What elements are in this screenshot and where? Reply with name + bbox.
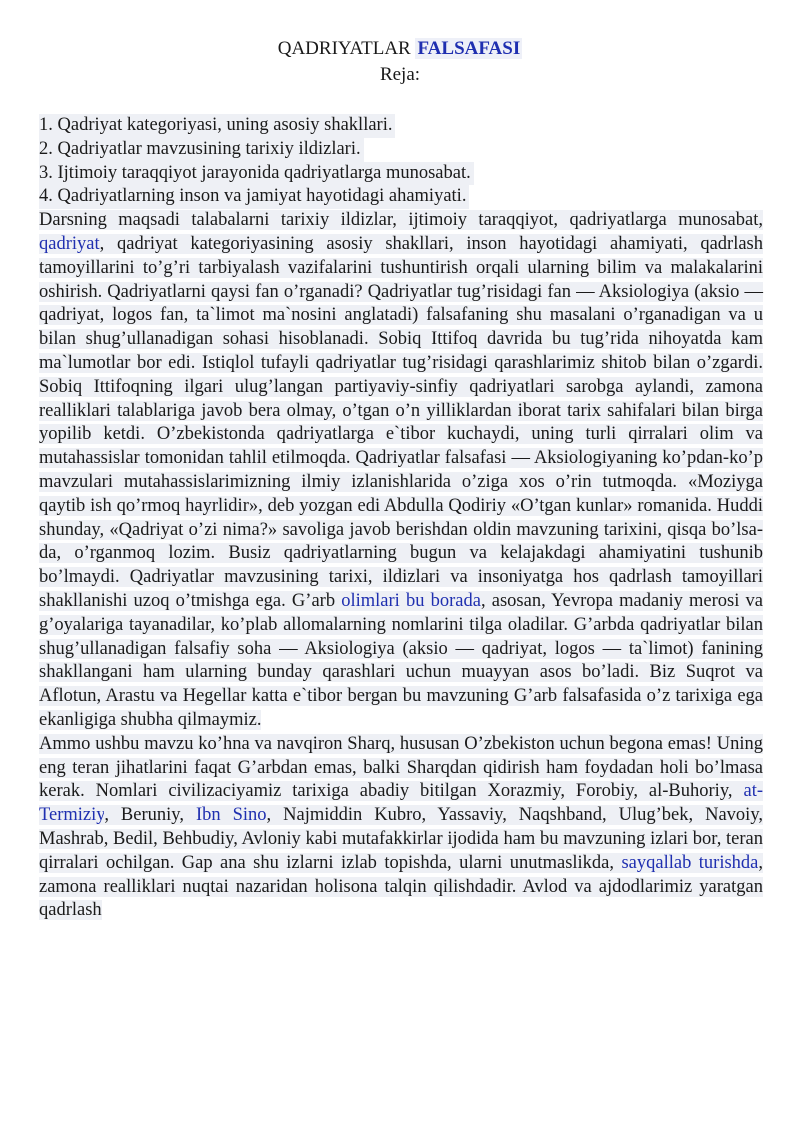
link-ibn-sino[interactable]: Ibn Sino [195, 805, 267, 826]
title-plain: QADRIYATLAR [277, 38, 411, 59]
paragraph-1-text-a: Darsning maqsadi talabalarni tarixiy ildizlar, ijtimoiy taraqqiyot, qadriyatlarga munosabat, [39, 210, 763, 231]
plan-item-4: 4. Qadriyatlarning inson va jamiyat hayotidagi ahamiyati. [39, 185, 469, 209]
paragraph-2-text-c: , Najmiddin Kubro, Yassaviy, Naqshband, Ulug’bek, Navoiy, Mashrab, Bedil, Behbudiy, Avloniy kabi mutafakkirlar ijodida ham bu mavzuning izlari bor, teran qirralari ochilgan. Gap ana shu izlarni izlab topishda, ularni unutmaslikda, [39, 805, 763, 873]
paragraph-1 [39, 209, 763, 733]
link-sayqallab-turishda[interactable]: sayqallab turishda [621, 852, 759, 873]
document-title [0, 36, 800, 62]
plan-heading: Reja: [379, 64, 421, 85]
link-at-termiziy[interactable]: at-Termiziy [39, 781, 763, 826]
paragraph-2 [39, 733, 763, 923]
paragraph-1-text-c: , asosan, Yevropa madaniy merosi va g’oyalariga tayanadilar, ko’plab allomalarning nomlarini tilga oladilar. G’arbda qadriyatlar bilan shug’ullanadigan falsafiy soha — Aksiologiya (aksio — qadriyat, logos — ta`limot) fanining shakllangani ham ularning bunday qarashlari uchun muayyan asos bo’ladi. Biz Suqrot va Aflotun, Arastu va Hegellar katta e`tibor bergan bu mavzuning G’arb falsafasida o’z tarixiga ega ekanligiga shubha qilmaymiz. [39, 590, 763, 730]
paragraph-1-text-b: , qadriyat kategoriyasining asosiy shakllari, inson hayotidagi ahamiyati, qadrlash tamoyillarini to’g’ri tarbiyalash vazifalarini tushuntirish orqali ularning bilim va malakalarini oshirish. Qadriyatlarni qaysi fan o’rganadi? Qadriyatlar tug’risidagi fan — Aksiologiya (aksio — qadriyat, logos fan, ta`limot ma`nosini anglatadi) falsafaning shu masalani o’rganadigan va u bilan shug’ullanadigan sohasi hisoblanadi. Sobiq Ittifoq davrida bu tug’rida nihoyatda kam ma`lumotlar bor edi. Istiqlol tufayli qadriyatlar tug’risidagi qarashlarimiz shitob bilan o’zgardi. Sobiq Ittifoqning ilgari ulug’langan partiyaviy-sinfiy qadriyatlari sarobga aylandi, zamona realliklari talablariga javob bera olmay, o’tgan o’n yilliklardan iborat tarix sahifalari bilan birga yopilib ketdi. O’zbekistonda qadriyatlarga e`tibor kuchaydi, uning turli qirralari olim va mutahassislar tomonidan tahlil etilmoqda. Qadriyatlar falsafasi — Aksiologiyaning ko’pdan-ko’p mavzulari mutahassislarimizning ilmiy izlanishlarida o’ziga xos o’rin tutmoqda. «Moziyga qaytib ish qo’rmoq hayrlidir», deb yozgan edi Abdulla Qodiriy «O’tgan kunlar» romanida. Huddi shunday, «Qadriyat o’zi nima?» savoliga javob berishdan oldin mavzuning tarixini, qisqa bo’lsa-da, o’rganmoq lozim. Busiz qadriyatlarning bugun va kelajakdagi ahamiyatini tushunib bo’lmaydi. Qadriyatlar mavzusining tarixi, ildizlari va insoniyatga hos qadrlash tamoyillari shakllanishi uzoq o’tmishga ega. G’arb [39, 233, 763, 611]
title-accent: FALSAFASI [417, 38, 521, 59]
plan-item-3: 3. Ijtimoiy taraqqiyot jarayonida qadriyatlarga munosabat. [39, 162, 474, 186]
link-qadriyat[interactable]: qadriyat [39, 233, 100, 254]
link-olimlari-bu-borada[interactable]: olimlari bu borada [341, 590, 481, 611]
plan-item-1: 1. Qadriyat kategoriyasi, uning asosiy shakllari. [39, 114, 395, 138]
document-body [39, 114, 763, 923]
plan-item-2: 2. Qadriyatlar mavzusining tarixiy ildizlari. [39, 138, 364, 162]
paragraph-2-text-b: , Beruniy, [104, 805, 196, 826]
paragraph-2-text-a: Ammo ushbu mavzu ko’hna va navqiron Sharq, hususan O’zbekiston uchun begona emas! Uning eng teran jihatlarini faqat G’arbdan emas, balki Sharqdan qidirish ham foydadan holi bo’lmasa kerak. Nomlari civilizaciyamiz tarixiga abadiy bitilgan Xorazmiy, Forobiy, al-Buhoriy, [39, 733, 763, 802]
paragraph-2-text-d: , zamona realliklari nuqtai nazaridan holisona talqin qilishdadir. Avlod va ajdodlarimiz yaratgan qadrlash [39, 852, 763, 921]
